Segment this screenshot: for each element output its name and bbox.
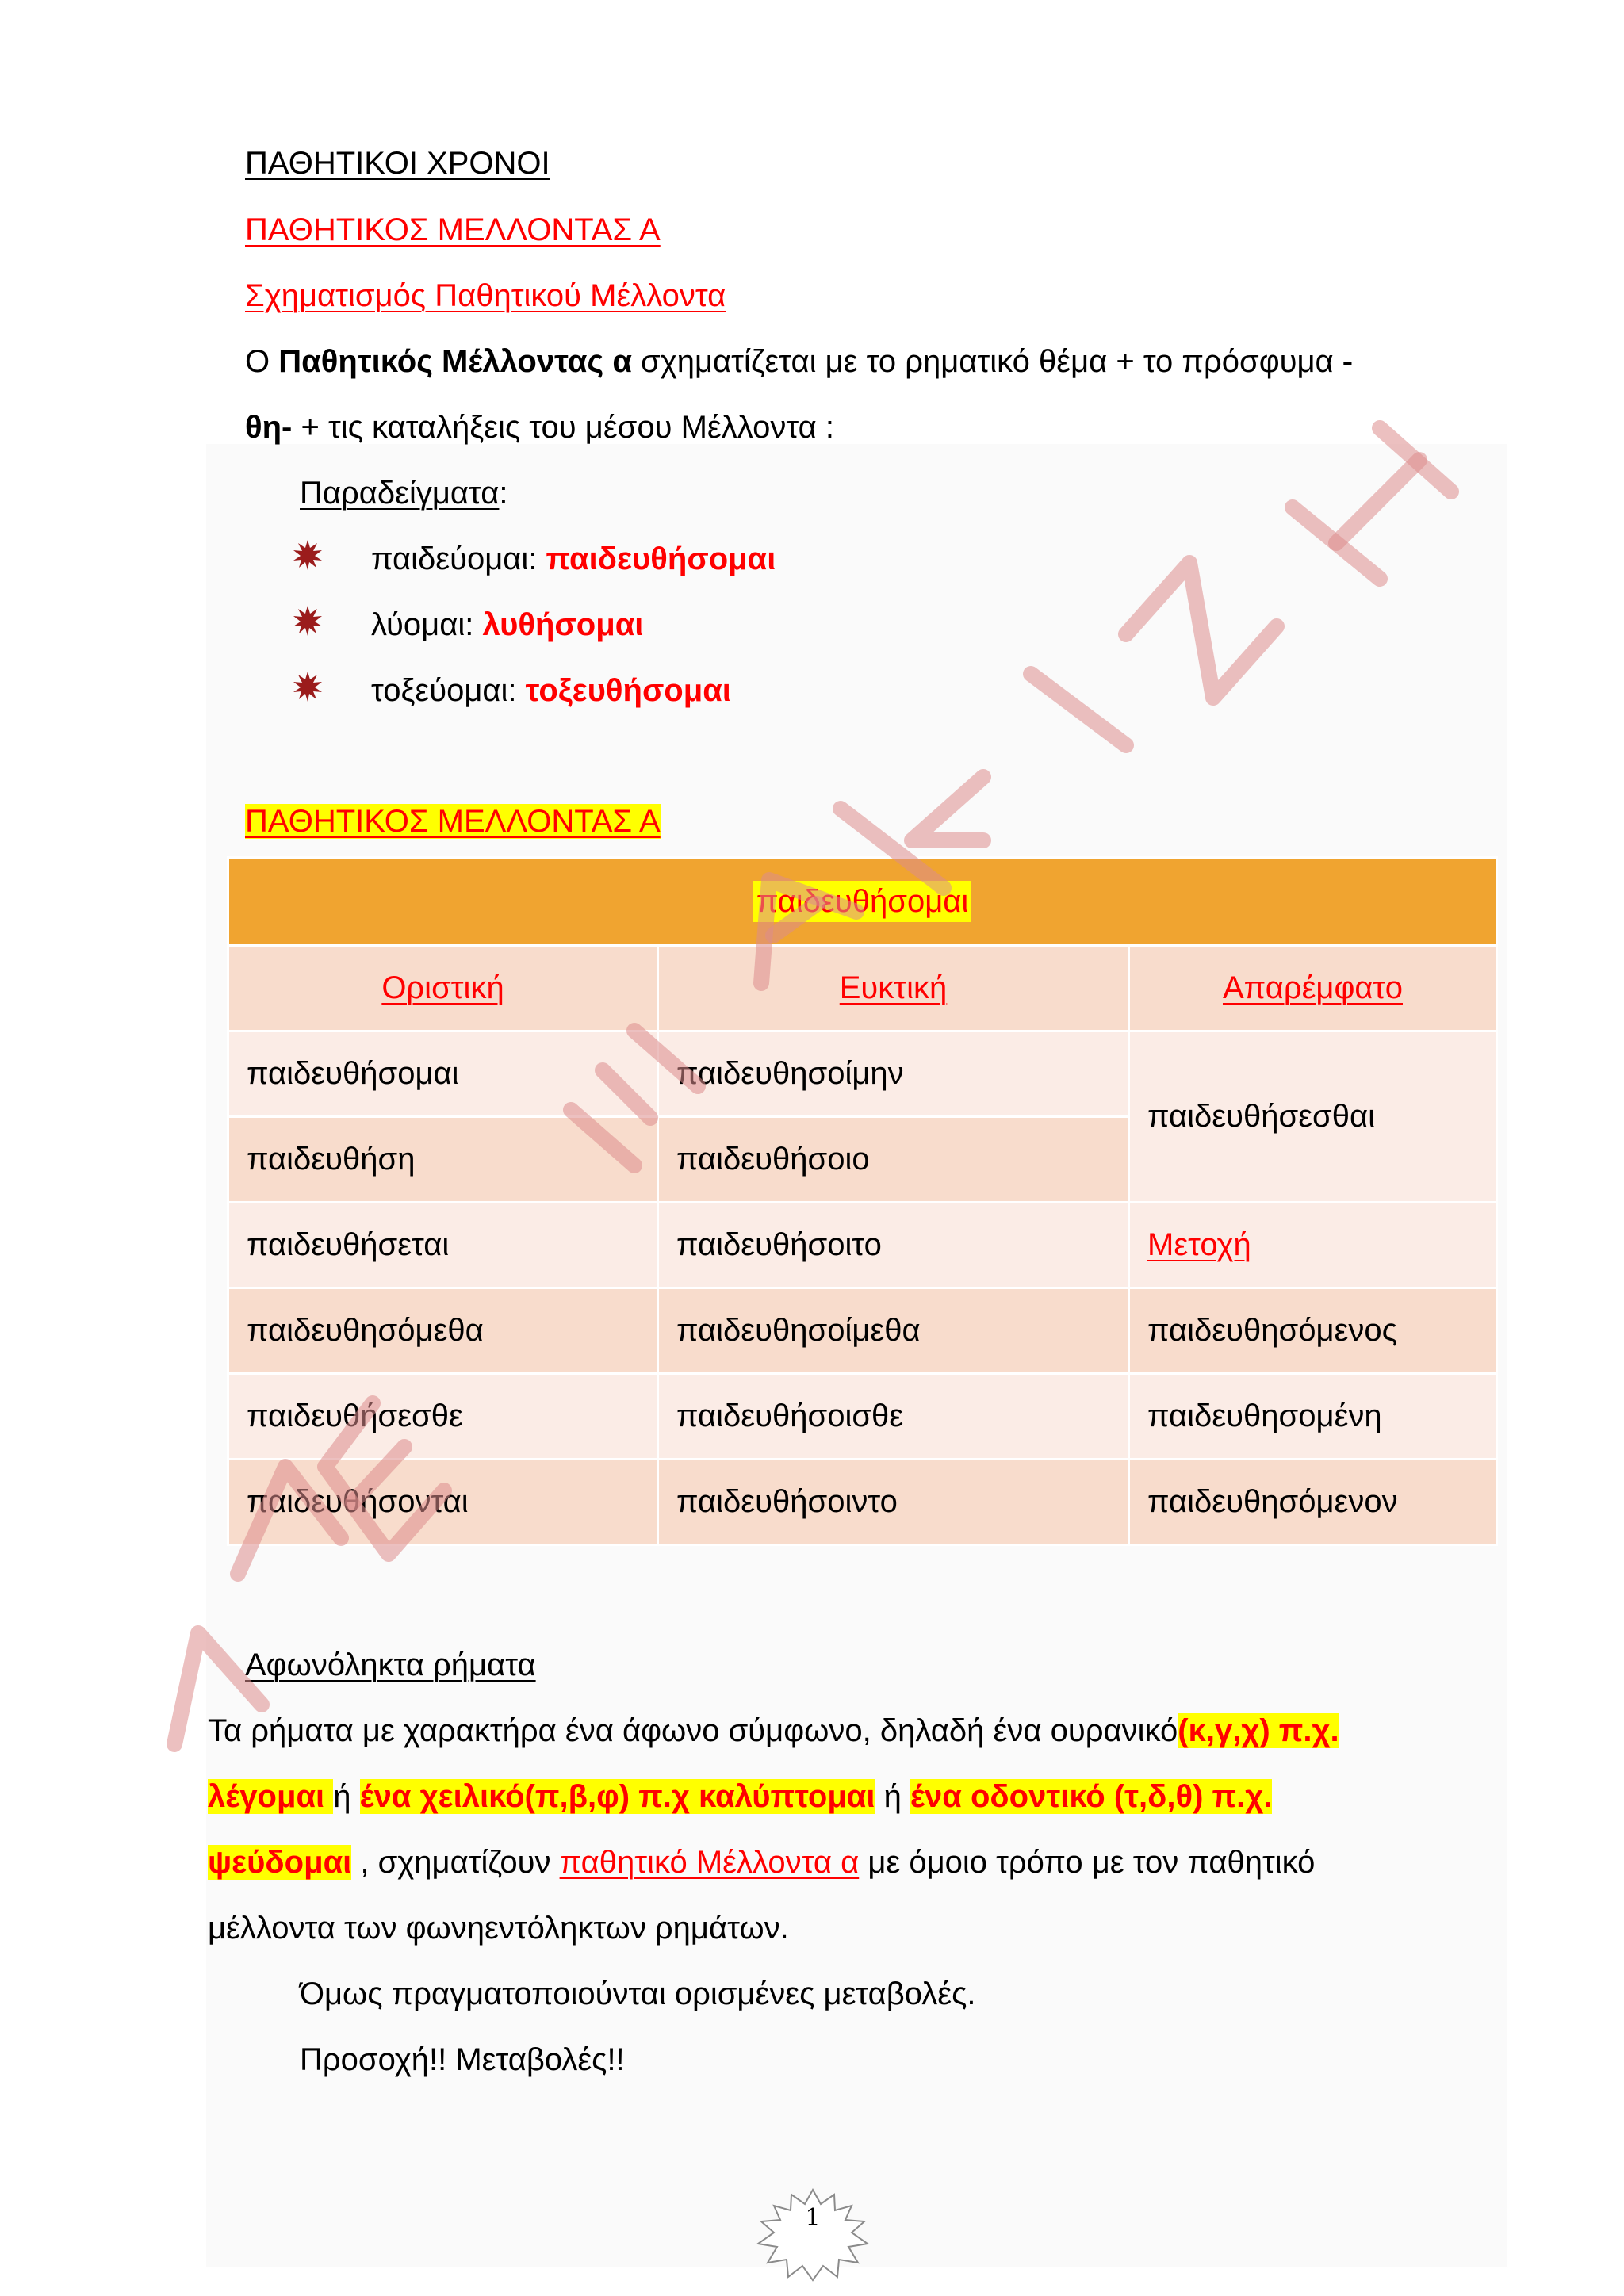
starburst-bullet-icon [292,671,324,702]
page-title: ΠΑΘΗΤΙΚΟΙ ΧΡΟΝΟΙ [245,146,550,181]
table-row [228,1031,1497,1117]
example-verb: παιδεύομαι: [371,541,546,576]
intro-paragraph-line2 [245,405,834,450]
aphonic-red-term: παθητικό Μέλλοντα α [559,1845,860,1880]
example-future: λυθήσομαι [482,607,644,642]
example-item [371,537,776,581]
aphonic-line1 [208,1709,1339,1753]
column-header-text: Ευκτική [839,970,948,1005]
aphonic-line3 [208,1840,1315,1885]
examples-colon: : [499,476,508,511]
table-main-header [228,858,1497,946]
page-number-badge-icon [745,2187,880,2282]
intro-bold-dash: - [1342,344,1354,379]
column-header-text: Απαρέμφατο [1222,970,1403,1005]
table-row [228,1460,1497,1545]
aphonic-highlight: ένα οδοντικό (τ,δ,θ) π.χ. [910,1779,1273,1814]
table-row [228,1288,1497,1374]
optative-cell: παιδευθήσοιτο [658,1203,1129,1288]
aphonic-line2 [208,1774,1272,1819]
column-header-text: Οριστική [381,970,504,1005]
indicative-cell: παιδευθήσομαι [228,1031,658,1117]
section-title-future-a: ΠΑΘΗΤΙΚΟΣ ΜΕΛΛΟΝΤΑΣ Α [245,212,661,247]
indicative-cell: παιδευθήσονται [228,1460,658,1545]
example-future: τοξευθήσομαι [525,673,731,708]
aphonic-line6: Προσοχή!! Μεταβολές!! [300,2042,625,2077]
column-header-indicative [228,946,658,1031]
aphonic-text: Τα ρήματα με χαρακτήρα ένα άφωνο σύμφωνο, δηλαδή ένα ουρανικό [208,1713,1178,1748]
optative-cell: παιδευθήσοιντο [658,1460,1129,1545]
intro-text-1: Ο [245,344,279,379]
aphonic-text: ή [333,1779,360,1814]
participle-cell: παιδευθησόμενον [1129,1460,1497,1545]
intro-text-2: σχηματίζεται με το ρηματικό θέμα + το πρόσφυμα [631,344,1342,379]
aphonic-line5: Όμως πραγματοποιούνται ορισμένες μεταβολές. [300,1976,976,2011]
intro-bold-term: Παθητικός Μέλλοντας α [278,344,632,379]
optative-cell: παιδευθήσοιο [658,1117,1129,1203]
examples-label: Παραδείγματα [300,476,500,511]
intro-text-3: + τις καταλήξεις του μέσου Μέλλοντα : [292,410,834,445]
table-title [245,799,661,844]
examples-heading [300,471,508,515]
example-item [371,603,643,647]
intro-paragraph-line1 [245,339,1353,384]
table-main-header-text: παιδευθήσομαι [753,881,972,922]
column-header-infinitive [1129,946,1497,1031]
aphonic-text: ή [875,1779,910,1814]
example-future: παιδευθήσομαι [546,541,776,576]
participle-label: Μετοχή [1147,1227,1251,1262]
table-row [228,1203,1497,1288]
aphonic-highlight: λέγομαι [208,1779,334,1814]
aphonic-title: Αφωνόληκτα ρήματα [245,1647,536,1682]
infinitive-cell: παιδευθήσεσθαι [1129,1031,1497,1203]
optative-cell: παιδευθησοίμεθα [658,1288,1129,1374]
conjugation-table [227,856,1498,1546]
table-title-text: ΠΑΘΗΤΙΚΟΣ ΜΕΛΛΟΝΤΑΣ Α [245,804,661,839]
aphonic-highlight: ένα χειλικό(π,β,φ) π.χ καλύπτομαι [359,1779,875,1814]
aphonic-highlight: (κ,γ,χ) π.χ. [1178,1713,1339,1748]
participle-label-cell [1129,1203,1497,1288]
starburst-bullet-icon [292,605,324,637]
example-verb: λύομαι: [371,607,483,642]
indicative-cell: παιδευθήση [228,1117,658,1203]
aphonic-text: με όμοιο τρόπο με τον παθητικό [859,1845,1316,1880]
column-header-optative [658,946,1129,1031]
example-verb: τοξεύομαι: [371,673,526,708]
page-number: 1 [805,2204,821,2232]
aphonic-line4: μέλλοντα των φωνηεντόληκτων ρημάτων. [208,1911,789,1946]
optative-cell: παιδευθήσοισθε [658,1374,1129,1460]
participle-cell: παιδευθησομένη [1129,1374,1497,1460]
example-item [371,668,731,713]
aphonic-highlight: ψεύδομαι [208,1845,352,1880]
aphonic-text: , σχηματίζουν [351,1845,560,1880]
intro-bold-affix: θη- [245,410,293,445]
participle-cell: παιδευθησόμενος [1129,1288,1497,1374]
table-row [228,1374,1497,1460]
optative-cell: παιδευθησοίμην [658,1031,1129,1117]
formation-title: Σχηματισμός Παθητικού Μέλλοντα [245,278,726,313]
indicative-cell: παιδευθήσεσθε [228,1374,658,1460]
indicative-cell: παιδευθησόμεθα [228,1288,658,1374]
starburst-bullet-icon [292,539,324,571]
indicative-cell: παιδευθήσεται [228,1203,658,1288]
